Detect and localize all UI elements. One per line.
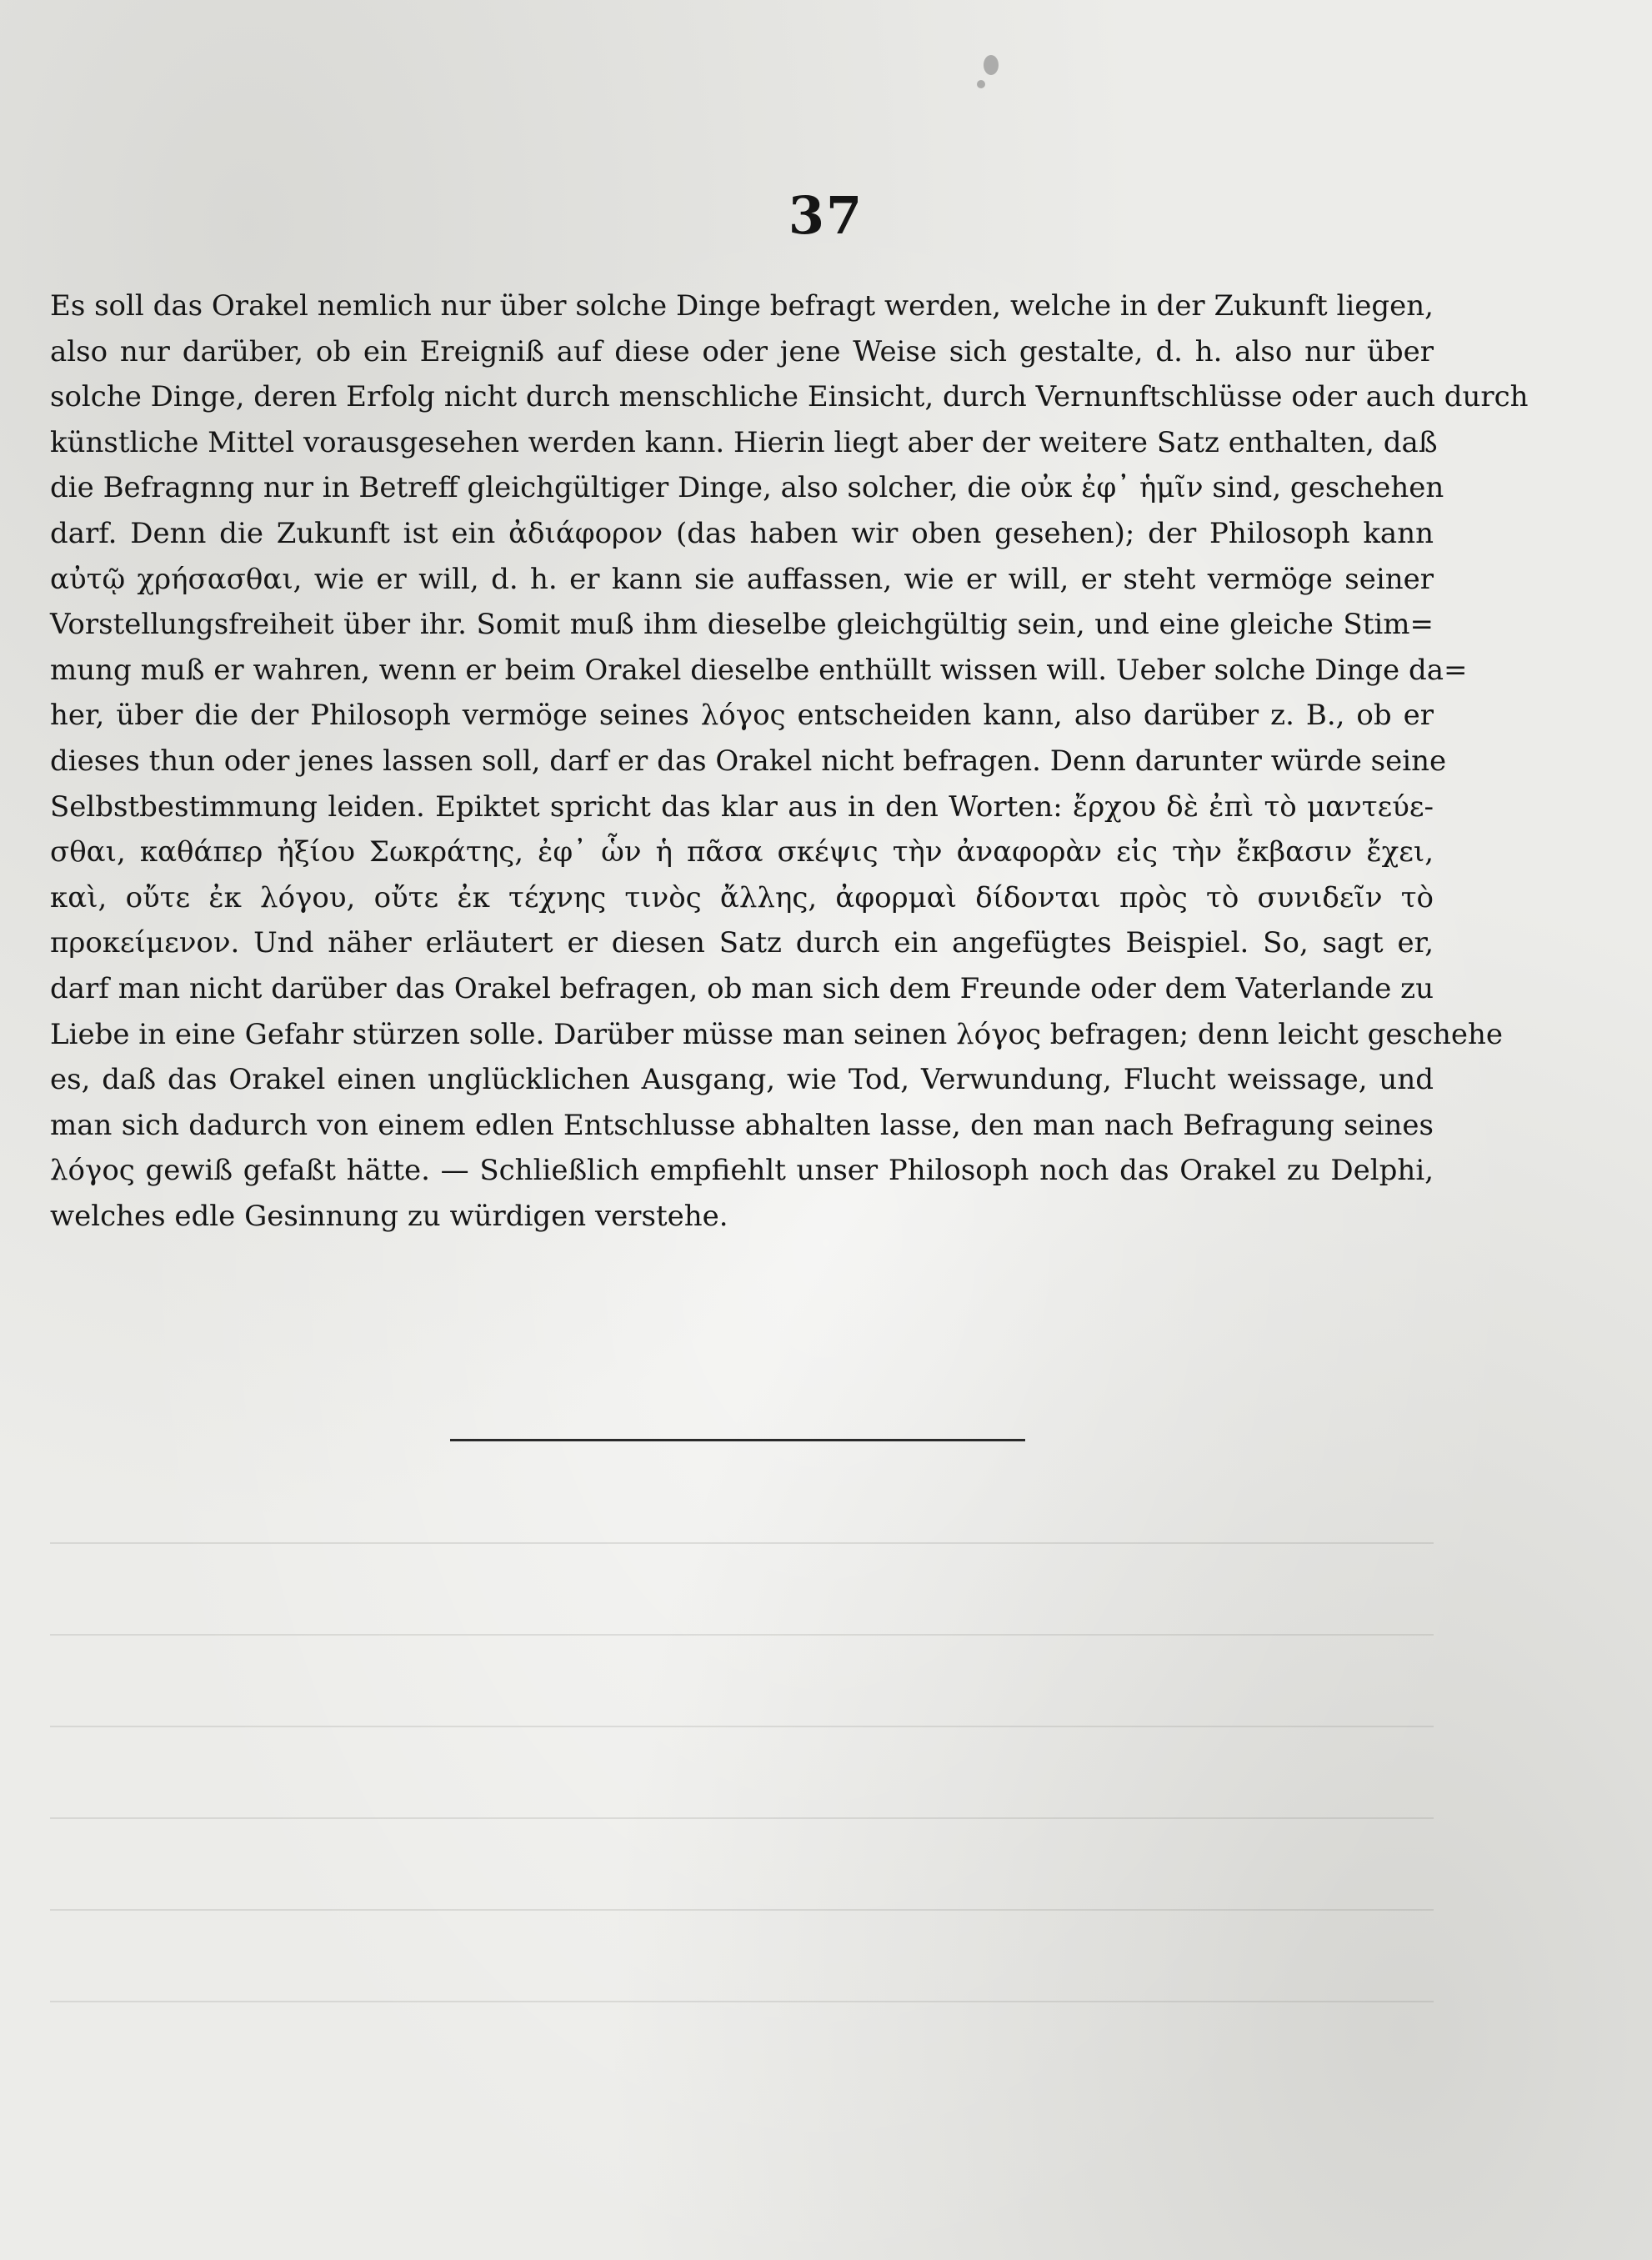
section-divider-rule: [450, 1439, 1025, 1441]
text-line: Es soll das Orakel nemlich nur über solche Dinge befragt werden, welche in der Zukunft liegen,: [50, 289, 1434, 323]
bleed-through-line: [50, 1817, 1434, 1819]
text-line: künstliche Mittel vorausgesehen werden kann. Hierin liegt aber der weitere Satz enthalten, daß: [50, 425, 1438, 459]
text-line: προκείμενον. Und näher erläutert er diesen Satz durch ein angefügtes Beispiel. So, sagt er,: [50, 926, 1434, 960]
text-line: darf. Denn die Zukunft ist ein ἀδιάφορον (das haben wir oben gesehen); der Philosoph kann: [50, 516, 1434, 550]
ink-smudge: [977, 80, 985, 88]
bleed-through-line: [50, 1634, 1434, 1636]
text-line: dieses thun oder jenes lassen soll, darf er das Orakel nicht befragen. Denn darunter würde seine: [50, 744, 1447, 778]
text-line: darf man nicht darüber das Orakel befragen, ob man sich dem Freunde oder dem Vaterlande zu: [50, 971, 1434, 1005]
page-number: 37: [788, 185, 864, 246]
text-line: die Befragnng nur in Betreff gleichgültiger Dinge, also solcher, die οὐκ ἐφ᾽ ἡμῖν sind, geschehen: [50, 471, 1444, 505]
bleed-through-line: [50, 1726, 1434, 1727]
text-line: man sich dadurch von einem edlen Entschlusse abhalten lasse, den man nach Befragung seines: [50, 1108, 1434, 1142]
bleed-through-line: [50, 2001, 1434, 2002]
text-line: Vorstellungsfreiheit über ihr. Somit muß ihm dieselbe gleichgültig sein, und eine gleiche Stim=: [50, 608, 1434, 642]
text-line-last: welches edle Gesinnung zu würdigen verstehe.: [50, 1199, 728, 1233]
text-line: λόγος gewiß gefaßt hätte. — Schließlich empfiehlt unser Philosoph noch das Orakel zu Delphi,: [50, 1154, 1434, 1188]
text-line: Liebe in eine Gefahr stürzen solle. Darüber müsse man seinen λόγος befragen; denn leicht geschehe: [50, 1017, 1504, 1051]
text-line: αὐτῷ χρήσασθαι, wie er will, d. h. er kann sie auffassen, wie er will, er steht vermöge seiner: [50, 562, 1434, 596]
bleed-through-line: [50, 1542, 1434, 1544]
text-line: also nur darüber, ob ein Ereigniß auf diese oder jene Weise sich gestalte, d. h. also nur über: [50, 334, 1434, 368]
text-line: mung muß er wahren, wenn er beim Orakel dieselbe enthüllt wissen will. Ueber solche Dinge da=: [50, 653, 1468, 687]
text-line: σθαι, καθάπερ ἠξίου Σωκράτης, ἐφ᾽ ὧν ἡ πᾶσα σκέψις τὴν ἀναφορὰν εἰς τὴν ἔκβασιν ἔχει,: [50, 835, 1434, 869]
text-line: es, daß das Orakel einen unglücklichen Ausgang, wie Tod, Verwundung, Flucht weissage, und: [50, 1063, 1434, 1097]
text-line: καὶ, οὔτε ἐκ λόγου, οὔτε ἐκ τέχνης τινὸς ἄλλης, ἀφορμαὶ δίδονται πρὸς τὸ συνιδεῖν τὸ: [50, 880, 1434, 915]
body-paragraph: [50, 283, 1529, 1239]
text-line: Selbstbestimmung leiden. Epiktet spricht das klar aus in den Worten: ἔρχου δὲ ἐπὶ τὸ μαντεύε-: [50, 789, 1434, 824]
bleed-through-line: [50, 1909, 1434, 1911]
text-line: solche Dinge, deren Erfolg nicht durch menschliche Einsicht, durch Vernunftschlüsse oder auch durch: [50, 380, 1529, 414]
ink-smudge: [984, 55, 999, 75]
text-line: her, über die der Philosoph vermöge seines λόγος entscheiden kann, also darüber z. B., ob er: [50, 699, 1434, 733]
